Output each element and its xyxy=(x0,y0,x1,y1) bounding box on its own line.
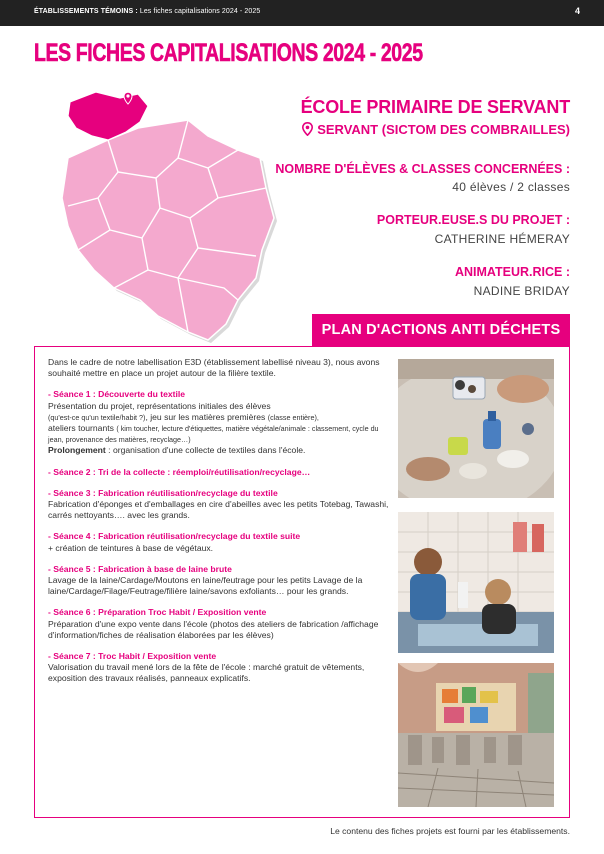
session-4-text: + création de teintures à base de végétaux. xyxy=(48,542,214,553)
school-location-text: SERVANT (SICTOM DES COMBRAILLES) xyxy=(317,122,570,137)
plan-banner xyxy=(312,314,570,346)
photo-wool-washing xyxy=(398,512,554,653)
session-1-line-1: Présentation du projet, représentations initiales des élèves xyxy=(48,400,271,411)
session-6-text: Préparation d'une expo vente dans l'école (photos des ateliers de fabrication /affichage d'information/fiches de réalisation élaborées par les élèves) xyxy=(48,618,379,640)
session-1-line-3: ateliers tournants ( kim toucher, lecture d'étiquettes, matière végétale/animale : classement, cycle du jean, provenance des matières, recyclage…) xyxy=(48,423,379,445)
photo-exhibition-hall xyxy=(398,663,554,807)
facilitator-value: NADINE BRIDAY xyxy=(473,284,570,298)
session-1-extension: Prolongement : organisation d'une collecte de textiles dans l'école. xyxy=(48,445,306,456)
map-pin-icon xyxy=(302,122,313,136)
session-1-title: - Séance 1 : Découverte du textile xyxy=(48,389,186,400)
session-1-line-2: (qu'est-ce qu'un textile/habit ?), jeu sur les matières premières (classe entière), xyxy=(48,411,319,422)
session-3-text: Fabrication d'éponges et d'emballages en cire d'abeilles avec les petits Totebag, Tawashi, carrés nettoyants…. avec les grands. xyxy=(48,499,389,521)
session-7-text: Valorisation du travail mené lors de la fête de l'école : marché gratuit de vêtements, exposition des travaux réalisés, panneaux explicatifs. xyxy=(48,662,365,684)
session-5-title: - Séance 5 : Fabrication à base de laine brute xyxy=(48,563,232,574)
region-map xyxy=(48,88,298,348)
session-7-title: - Séance 7 : Troc Habit / Exposition vente xyxy=(48,651,217,662)
students-value: 40 élèves / 2 classes xyxy=(452,180,570,194)
facilitator-label: ANIMATEUR.RICE : xyxy=(454,265,570,279)
session-4-title: - Séance 4 : Fabrication réutilisation/recyclage du textile suite xyxy=(48,531,301,542)
plan-banner-title: PLAN D'ACTIONS ANTI DÉCHETS xyxy=(321,322,561,338)
map-department xyxy=(62,120,274,340)
footer-note: Le contenu des fiches projets est fourni par les établissements. xyxy=(330,826,570,836)
session-3-title: - Séance 3 : Fabrication réutilisation/recyclage du textile xyxy=(48,487,278,498)
session-6-title: - Séance 6 : Préparation Troc Habit / Exposition vente xyxy=(48,607,267,618)
school-location xyxy=(302,122,570,137)
page-title: LES FICHES CAPITALISATIONS 2024 - 2025 xyxy=(34,39,423,67)
project-lead-label: PORTEUR.EUSE.S DU PROJET : xyxy=(376,213,570,227)
project-lead-value: CATHERINE HÉMERAY xyxy=(434,232,570,246)
section-breadcrumb xyxy=(34,8,260,15)
students-label: NOMBRE D'ÉLÈVES & CLASSES CONCERNÉES : xyxy=(275,162,570,176)
photo-workshop-table xyxy=(398,359,554,498)
section-label: ÉTABLISSEMENTS TÉMOINS : xyxy=(34,8,138,15)
session-2-title: - Séance 2 : Tri de la collecte : réemploi/réutilisation/recyclage… xyxy=(48,466,311,477)
intro-text: Dans le cadre de notre labellisation E3D (établissement labellisé niveau 3), nous avons souhaité mettre en place un projet autour de la filière textile. xyxy=(48,357,380,379)
page-number: 4 xyxy=(574,6,580,16)
session-5-text: Lavage de la laine/Cardage/Moutons en laine/feutrage pour les petits Lavage de la laine/Cardage/Filage/Feutrage/filière laine/savons exfoliants… pour les grands. xyxy=(48,575,363,597)
plan-body xyxy=(48,357,393,685)
section-subtitle: Les fiches capitalisations 2024 - 2025 xyxy=(137,8,261,15)
school-name: ÉCOLE PRIMAIRE DE SERVANT xyxy=(300,97,570,117)
header-bar xyxy=(0,0,604,26)
